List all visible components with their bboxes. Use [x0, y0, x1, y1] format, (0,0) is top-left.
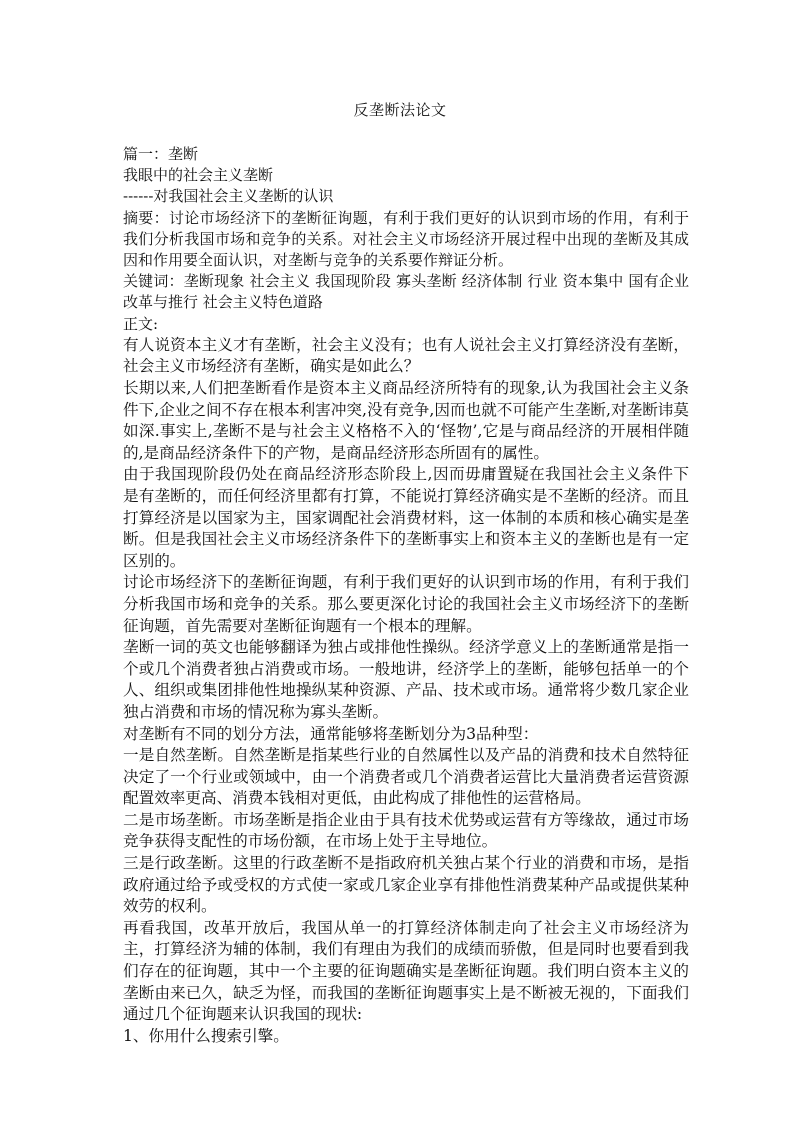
body-paragraph: 一是自然垄断。自然垄断是指某些行业的自然属性以及产品的消费和技术自然特征决定了一个行业或领域中，由一个消费者或几个消费者运营比大量消费者运营资源配置效率更高、消费本钱相对更低，由此构成了排他性的运营格局。 — [123, 746, 689, 808]
abstract-paragraph: 摘要：讨论市场经济下的垄断征询题，有利于我们更好的认识到市场的作用，有利于我们分析我国市场和竞争的关系。对社会主义市场经济开展过程中出现的垄断及其成因和作用要全面认识，对垄断与竞争的关系要作辩证分析。 — [123, 208, 689, 270]
body-paragraph: 垄断一词的英文也能够翻译为独占或排他性操纵。经济学意义上的垄断通常是指一个或几个消费者独占消费或市场。一般地讲，经济学上的垄断，能够包括单一的个人、组织或集团排他性地操纵某种资源、产品、技术或市场。通常将少数几家企业独占消费和市场的情况称为寡头垄断。 — [123, 638, 689, 721]
body-paragraph: 再看我国，改革开放后，我国从单一的打算经济体制走向了社会主义市场经济为主，打算经济为辅的体制，我们有理由为我们的成绩而骄傲，但是同时也要看到我们存在的征询题，其中一个主要的征询题确实是垄断征询题。我们明白资本主义的垄断由来已久，缺乏为怪，而我国的垄断征询题事实上是不断被无视的，下面我们通过几个征询题来认识我国的现状: — [123, 918, 689, 1024]
body-paragraph: 有人说资本主义才有垄断，社会主义没有；也有人说社会主义打算经济没有垄断，社会主义市场经济有垄断，确实是如此么？ — [123, 335, 689, 376]
body-paragraph: 二是市场垄断。市场垄断是指企业由于具有技术优势或运营有方等缘故，通过市场竞争获得支配性的市场份额，在市场上处于主导地位。 — [123, 810, 689, 851]
article-title: 我眼中的社会主义垄断 — [123, 166, 274, 185]
list-item: 1、你用什么搜索引擎。 — [123, 1026, 289, 1045]
document-title: 反垄断法论文 — [353, 101, 447, 119]
body-paragraph: 长期以来,人们把垄断看作是资本主义商品经济所特有的现象,认为我国社会主义条件下,企业之间不存在根本利害冲突,没有竞争,因而也就不可能产生垄断,对垄断讳莫如深.事实上,垄断不是与社会主义格格不入的‘怪物’,它是与商品经济的开展相伴随的,是商品经济条件下的产物，是商品经济形态所固有的属性。 — [123, 379, 689, 462]
body-paragraph: 对垄断有不同的划分方法，通常能够将垄断划分为3品种型： — [123, 724, 539, 743]
keywords-paragraph: 关键词：垄断现象 社会主义 我国现阶段 寡头垄断 经济体制 行业 资本集中 国有企业 改革与推行 社会主义特色道路 — [123, 272, 689, 312]
body-label: 正文: — [123, 314, 159, 333]
section-heading: 篇一：垄断 — [123, 145, 199, 163]
body-paragraph: 由于我国现阶段仍处在商品经济形态阶段上,因而毋庸置疑在我国社会主义条件下是有垄断的，而任何经济里都有打算，不能说打算经济确实是不垄断的经济。而且打算经济是以国家为主，国家调配社会消费材料，这一体制的本质和核心确实是垄断。但是我国社会主义市场经济条件下的垄断事实上和资本主义的垄断也是有一定区别的。 — [123, 465, 689, 570]
body-paragraph: 三是行政垄断。这里的行政垄断不是指政府机关独占某个行业的消费和市场，是指政府通过给予或受权的方式使一家或几家企业享有排他性消费某种产品或提供某种效劳的权利。 — [123, 854, 689, 916]
document-body — [123, 144, 689, 1047]
body-paragraph: 讨论市场经济下的垄断征询题，有利于我们更好的认识到市场的作用，有利于我们分析我国市场和竞争的关系。那么要更深化讨论的我国社会主义市场经济下的垄断征询题，首先需要对垄断征询题有一个根本的理解。 — [123, 573, 689, 635]
article-subtitle: ------对我国社会主义垄断的认识 — [123, 187, 334, 206]
